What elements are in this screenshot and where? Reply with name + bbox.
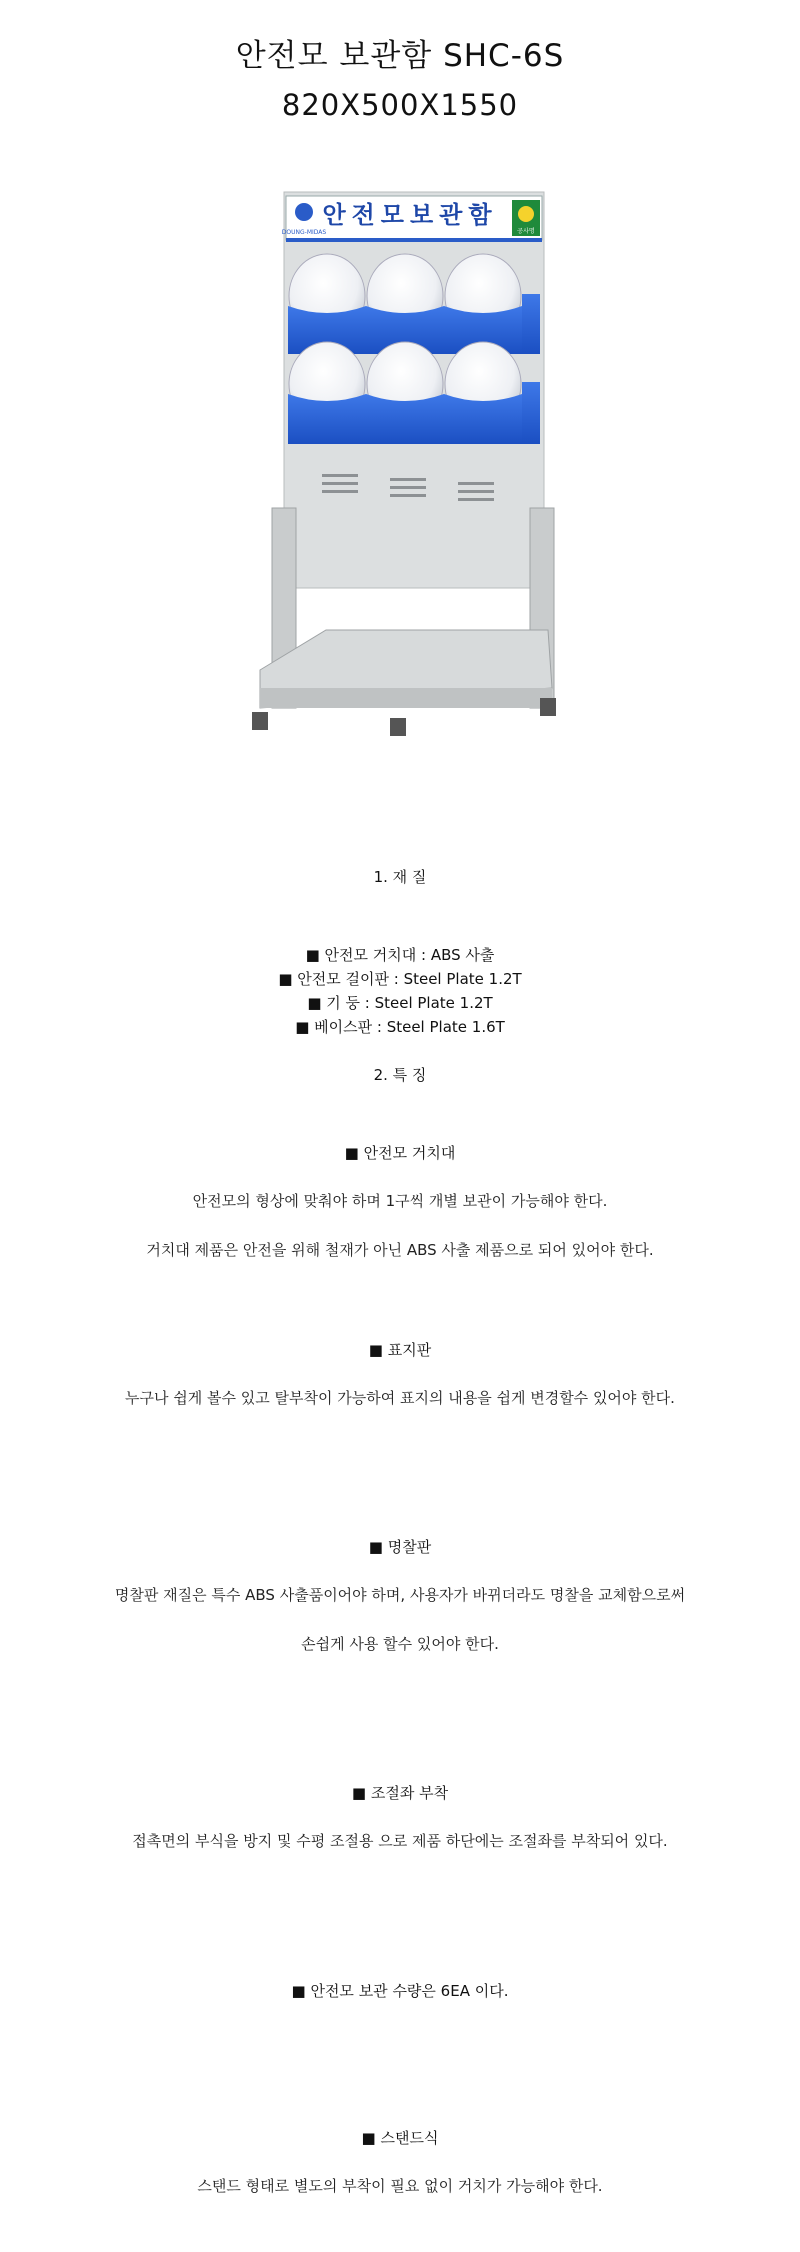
feature-title: ■ 안전모 보관 수량은 6EA 이다. [291, 1982, 509, 2000]
sign-badge-text: 공사명 [517, 228, 535, 235]
feature-title: ■ 스탠드식 [361, 2129, 439, 2147]
spec-item: ■ 기 둥 : Steel Plate 1.2T [307, 994, 493, 1012]
feature-text: 명찰판 재질은 특수 ABS 사출품이어야 하며, 사용자가 바뀌더라도 명찰을 교체함으로써 [114, 1586, 686, 1604]
section-features-heading: 2. 특 징 [373, 1066, 427, 1084]
section-materials-heading: 1. 재 질 [373, 868, 427, 886]
product-title: 안전모 보관함 SHC-6S [235, 38, 565, 74]
feature-title: ■ 명찰판 [368, 1538, 432, 1556]
feature-text: 접촉면의 부식을 방지 및 수평 조절용 으로 제품 하단에는 조절좌를 부착되어 있다. [132, 1832, 668, 1850]
helmet-storage-cabinet-image [230, 178, 570, 778]
product-dimensions: 820X500X1550 [281, 88, 519, 122]
feature-text: 거치대 제품은 안전을 위해 철재가 아닌 ABS 사출 제품으로 되어 있어야 한다. [146, 1241, 654, 1259]
helmet-row-1 [288, 254, 540, 354]
sign-logo-text: DOUNG-MIDAS [281, 229, 327, 236]
spec-item: ■ 안전모 거치대 : ABS 사출 [305, 946, 495, 964]
spec-item: ■ 안전모 걸이판 : Steel Plate 1.2T [278, 970, 522, 988]
spec-item: ■ 베이스판 : Steel Plate 1.6T [295, 1018, 505, 1036]
feature-title: ■ 표지판 [368, 1341, 432, 1359]
helmet-row-2 [288, 342, 540, 444]
feature-text: 안전모의 형상에 맞춰야 하며 1구씩 개별 보관이 가능해야 한다. [192, 1192, 608, 1210]
feature-text: 누구나 쉽게 볼수 있고 탈부착이 가능하여 표지의 내용을 쉽게 변경할수 있어야 한다. [125, 1389, 675, 1407]
feature-text: 손쉽게 사용 할수 있어야 한다. [301, 1635, 499, 1653]
feature-text: 스탠드 형태로 별도의 부착이 필요 없이 거치가 가능해야 한다. [197, 2177, 603, 2195]
sign-text: 안전모보관함 [322, 201, 498, 229]
feature-title: ■ 안전모 거치대 [344, 1144, 456, 1162]
feature-title: ■ 조절좌 부착 [351, 1784, 449, 1802]
